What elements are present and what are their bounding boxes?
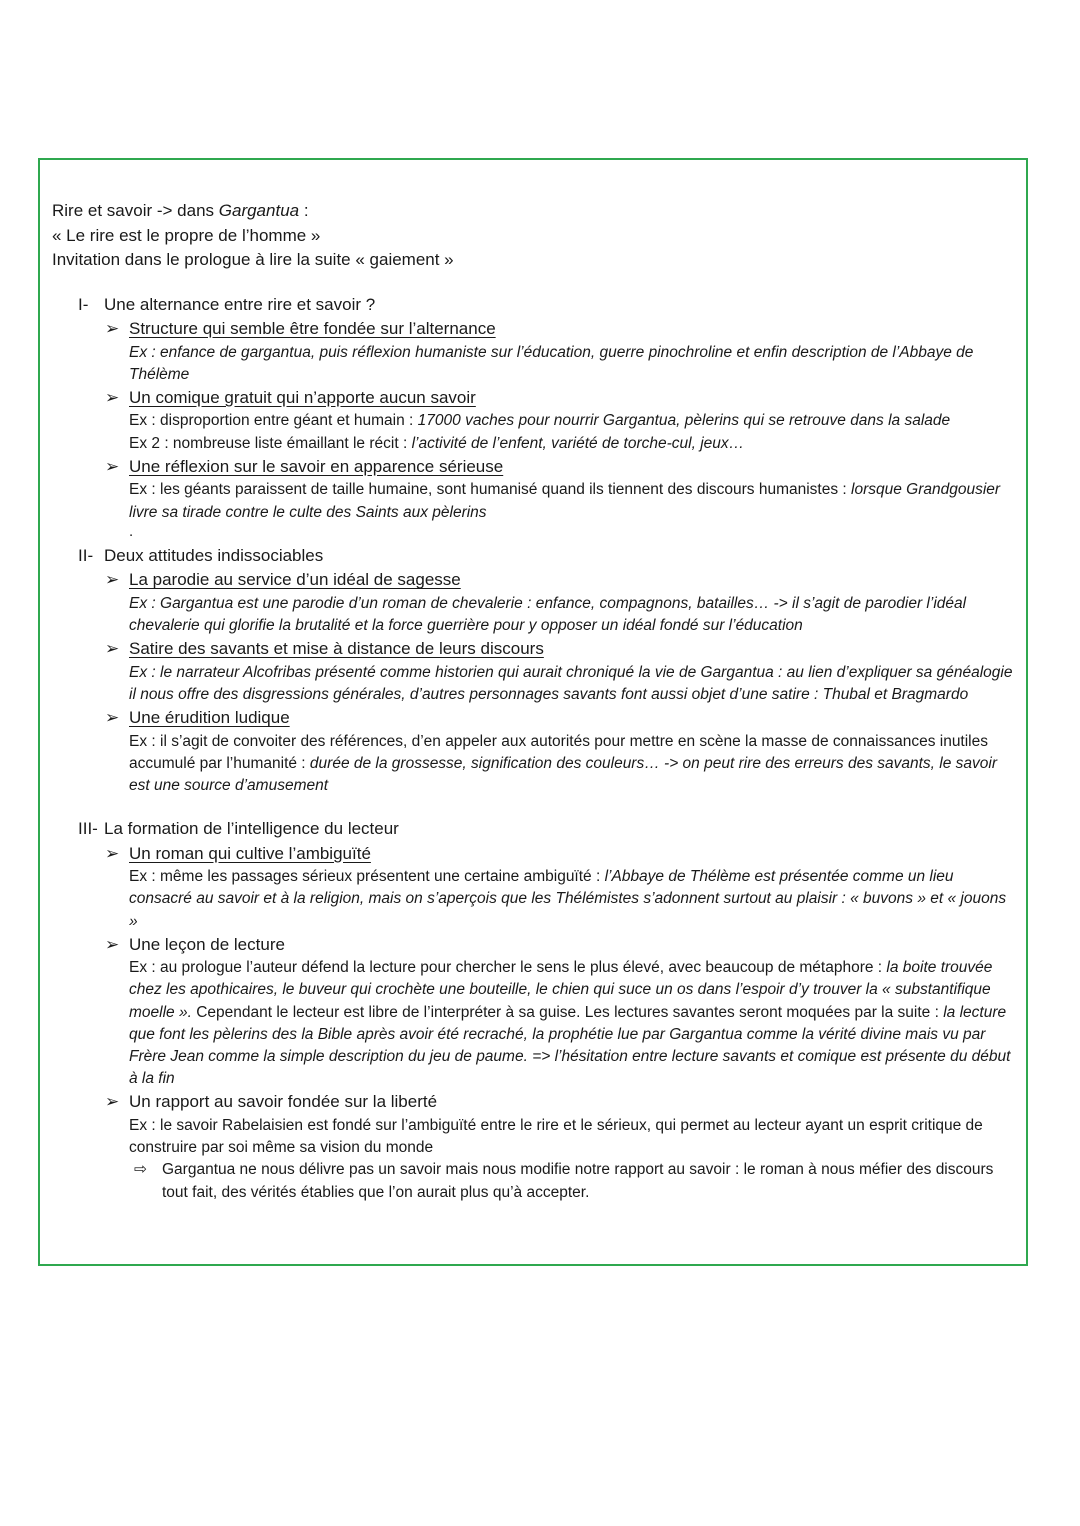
arrow-bullet-icon: ➢: [105, 843, 120, 863]
section-3: [52, 817, 1017, 1204]
example-1c: Ex : les géants paraissent de taille humaine, sont humanisé quand ils tiennent des discours humanistes : lorsque Grandgousier livre sa tirade contre le culte des Saints aux pèlerins: [129, 481, 1001, 521]
example-3a: Ex : même les passages sérieux présentent une certaine ambiguïté : l’Abbaye de Thélème est présentée comme un lieu consacré au savoir et à la religion, mais on s’aperçois que les Thélémistes s’adonnent surtout au plaisir : « buvons » et « jouons »: [129, 868, 1007, 930]
example-1a: Ex : enfance de gargantua, puis réflexion humaniste sur l’éducation, guerre pinochroline et enfin description de l’Abbaye de Thélème: [129, 343, 974, 383]
intro-line-2: « Le rire est le propre de l’homme »: [52, 225, 321, 245]
section-1: [52, 293, 1017, 540]
example-3b: Ex : au prologue l’auteur défend la lecture pour chercher le sens le plus élevé, avec beaucoup de métaphore : la boite trouvée chez les apothicaires, le buveur qui crochète une bouteille, le chien qui suce un os dans l’espoir d’y trouver la « substantifique moelle ». Cependant le lecteur est libre de l’interpréter à sa guise. Les lectures savantes seront moquées par la suite : la lecture que font les pèlerins des la Bible après avoir été recraché, la prophétie lue par Gargantua comme la vérité divine mais vu par Frère Jean comme la simple description du jeu de paume. => l’hésitation entre lecture savants et comique est présente du début à la fin: [129, 959, 1011, 1088]
example-1b-1: Ex : disproportion entre géant et humain : 17000 vaches pour nourrir Gargantua, pèlerins qui se retrouve dans la salade: [129, 412, 951, 430]
conclusion: ⇨ Gargantua ne nous délivre pas un savoir mais nous modifie notre rapport au savoir : le roman à nous méfier des discours tout fait, des vérités établies que l’on aurait plus qu’à accepter.: [134, 1161, 994, 1201]
subsection-3b: ➢ Une leçon de lecture: [52, 933, 1017, 958]
arrow-bullet-icon: ➢: [105, 319, 120, 338]
arrow-bullet-icon: ➢: [105, 934, 120, 954]
example-2c: Ex : il s’agit de convoiter des références, d’en appeler aux autorités pour mettre en scène la masse de connaissances inutiles accumulé par l’humanité : durée de la grossesse, signification des couleurs… -> on peut rire des erreurs des savants, le savoir est une source d’amusement: [129, 732, 998, 794]
example-1b-2: Ex 2 : nombreuse liste émaillant le récit : l’activité de l’enfent, variété de torche-cul, jeux…: [129, 434, 745, 452]
section-3-heading: III- La formation de l’intelligence du lecteur: [78, 819, 399, 839]
intro: [52, 199, 1017, 273]
subsection-3a: ➢ Un roman qui cultive l’ambiguïté: [52, 842, 1017, 867]
subsection-2a: ➢ La parodie au service d’un idéal de sagesse: [52, 568, 1017, 593]
example-2b: Ex : le narrateur Alcofribas présenté comme historien qui aurait chroniqué la vie de Gargantua : au lien d’expliquer sa généalogie il nous offre des disgressions générales, d’autres personnages savants font aussi objet d’une satire : Thubal et Bragmardo: [129, 663, 1013, 703]
arrow-bullet-icon: ➢: [105, 387, 120, 407]
subsection-3c: ➢ Un rapport au savoir fondée sur la liberté: [52, 1090, 1017, 1115]
example-3c: Ex : le savoir Rabelaisien est fondé sur l’ambiguïté entre le rire et le sérieux, qui permet au lecteur ayant un esprit critique de construire par soi même sa vision du monde: [129, 1116, 983, 1157]
subsection-1a: ➢ Structure qui semble être fondée sur l’alternance: [52, 317, 1017, 342]
arrow-bullet-icon: ➢: [105, 708, 120, 728]
section-2-heading: II- Deux attitudes indissociables: [78, 545, 324, 565]
arrow-right-icon: ⇨: [134, 1161, 147, 1179]
intro-line-1: Rire et savoir -> dans Gargantua :: [52, 201, 309, 220]
example-2a: Ex : Gargantua est une parodie d’un roman de chevalerie : enfance, compagnons, batailles… -> il s’agit de parodier l’idéal chevalerie qui glorifie la brutalité et la force guerrière pour y opposer un idéal fondé sur l’éducation: [129, 594, 967, 634]
subsection-1b: ➢ Un comique gratuit qui n’apporte aucun savoir: [52, 386, 1017, 411]
document-body: [52, 199, 1017, 1204]
arrow-bullet-icon: ➢: [105, 639, 120, 659]
section-1-heading: I- Une alternance entre rire et savoir ?: [78, 294, 376, 314]
arrow-bullet-icon: ➢: [105, 456, 120, 476]
intro-line-3: Invitation dans le prologue à lire la suite « gaiement »: [52, 250, 454, 269]
arrow-bullet-icon: ➢: [105, 570, 120, 590]
arrow-bullet-icon: ➢: [105, 1092, 120, 1112]
section-2: [52, 544, 1017, 797]
subsection-2c: ➢ Une érudition ludique: [52, 706, 1017, 731]
subsection-1c: ➢ Une réflexion sur le savoir en apparence sérieuse: [52, 455, 1017, 480]
subsection-2b: ➢ Satire des savants et mise à distance de leurs discours: [52, 637, 1017, 662]
stray-dot: .: [129, 522, 134, 540]
